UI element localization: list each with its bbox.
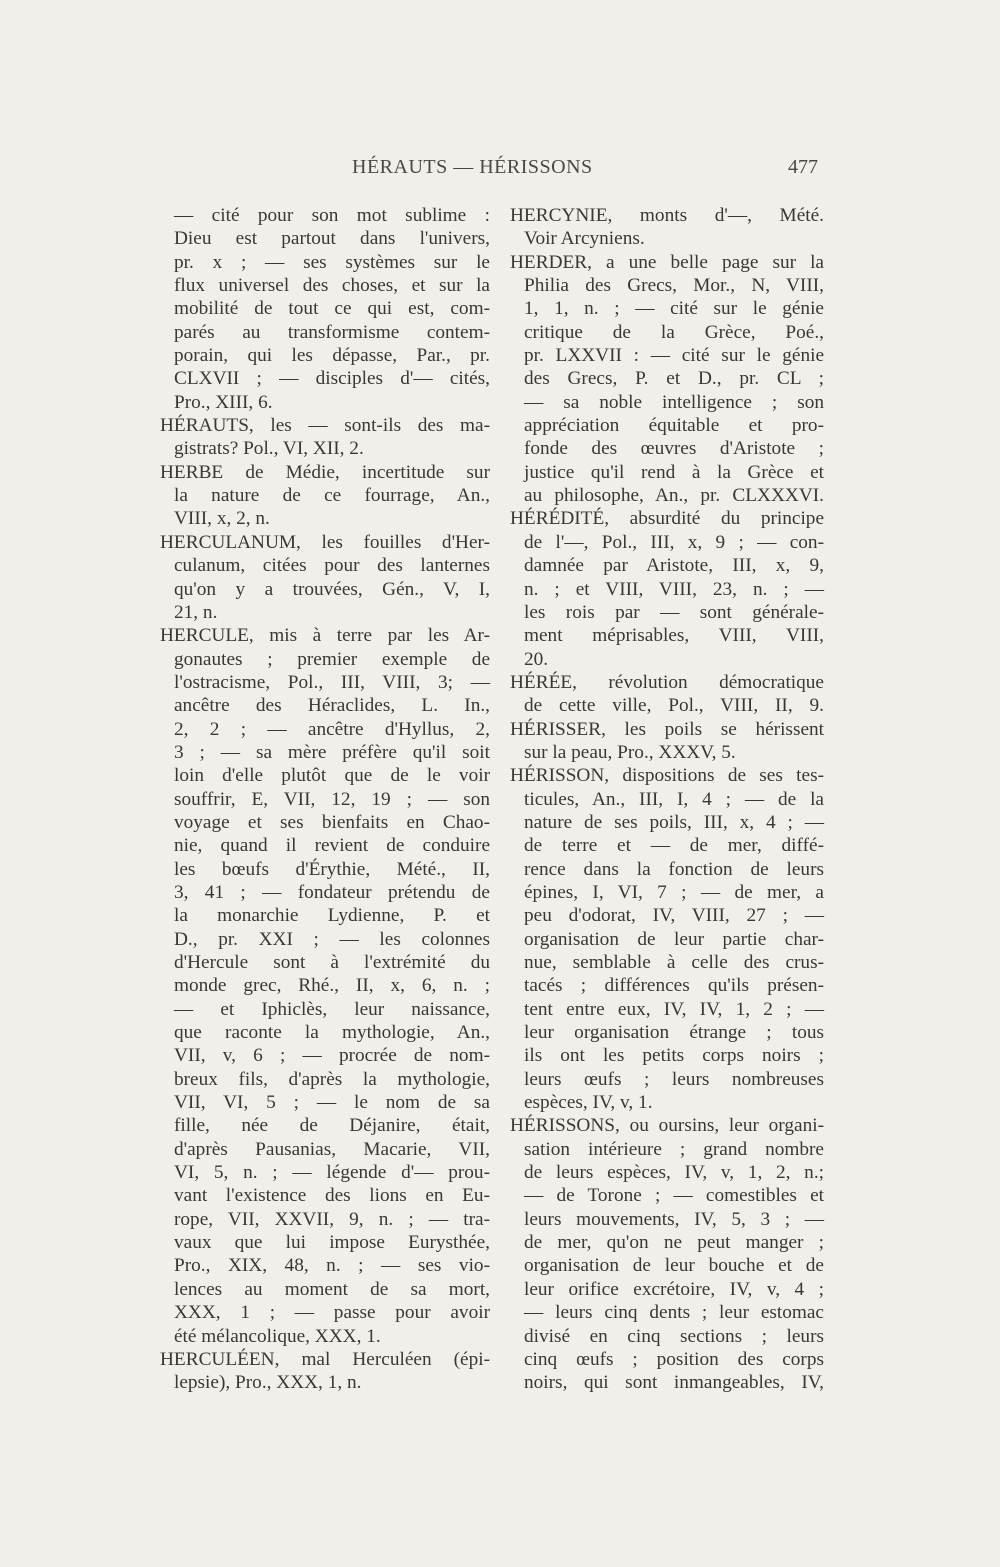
text-line: VI, 5, n. ; — légende d'— prou- [174,1162,490,1184]
text-line: que raconte la mythologie, An., [174,1022,490,1044]
text-line: les bœufs d'Érythie, Mété., II, [174,858,490,880]
text-line: nature de ses poils, III, x, 4 ; — [524,811,824,833]
text-line: la monarchie Lydienne, P. et [174,905,490,927]
text-line: épines, I, VI, 7 ; — de mer, a [524,881,824,903]
text-line: divisé en cinq sections ; leurs [524,1325,824,1347]
text-line: des Grecs, P. et D., pr. CL ; [524,368,824,390]
page-header [0,156,1000,186]
text-line: HERCYNIE, monts d'—, Mété. [510,205,824,226]
text-line: HERCULANUM, les fouilles d'Her- [160,531,490,553]
text-line: rope, VII, XXVII, 9, n. ; — tra- [174,1208,490,1230]
text-line: flux universel des choses, et sur la [174,275,490,297]
text-line: sur la peau, Pro., XXXV, 5. [524,741,736,763]
text-line: XXX, 1 ; — passe pour avoir [174,1302,490,1324]
text-line: 20. [524,648,549,670]
text-line: culanum, citées pour des lanternes [174,555,490,577]
text-line: pr. LXXVII : — cité sur le génie [524,345,824,367]
text-line: Dieu est partout dans l'univers, [174,228,490,250]
text-line: HÉRAUTS, les — sont-ils des ma- [160,415,490,437]
text-line: fonde des œuvres d'Aristote ; [524,438,824,460]
text-line: de l'—, Pol., III, x, 9 ; — con- [524,531,824,553]
text-line: — cité pour son mot sublime : [174,205,490,226]
text-line: — de Torone ; — comestibles et [524,1185,824,1207]
text-line: les rois par — sont générale- [524,601,824,623]
text-line: HÉRÉDITÉ, absurdité du principe [510,508,824,530]
text-line: ils ont les petits corps noirs ; [524,1045,824,1067]
text-line: organisation de leur bouche et de [524,1255,824,1277]
page-number: 477 [788,156,818,178]
right-column [510,204,824,1395]
text-line: peu d'odorat, IV, VIII, 27 ; — [524,905,824,927]
left-column [160,204,490,1395]
text-line: cinq œufs ; position des corps [524,1348,824,1370]
text-line: la nature de ce fourrage, An., [174,485,490,507]
text-line: damnée par Aristote, III, x, 9, [524,555,824,577]
text-line: rence dans la fonction de leurs [524,858,824,880]
text-line: ancêtre des Héraclides, L. In., [174,695,490,717]
text-line: HÉRISSER, les poils se hérissent [510,718,824,740]
text-line: d'Hercule sont à l'extrémité du [174,952,490,973]
text-line: nie, quand il revient de conduire [174,835,490,857]
text-line: souffrir, E, VII, 12, 19 ; — son [174,788,490,810]
text-line: Pro., XIII, 6. [174,391,273,413]
text-line: Philia des Grecs, Mor., N, VIII, [524,275,824,297]
text-line: — sa noble intelligence ; son [524,391,824,413]
text-line: leurs œufs ; leurs nombreuses [524,1068,824,1090]
text-line: 3, 41 ; — fondateur prétendu de [174,881,490,903]
text-line: de leurs espèces, IV, v, 1, 2, n.; [524,1162,824,1184]
text-line: VII, v, 6 ; — procrée de nom- [174,1045,490,1067]
text-line: ticules, An., III, I, 4 ; — de la [524,788,824,810]
text-line: appréciation équitable et pro- [524,415,824,437]
text-line: breux fils, d'après la mythologie, [174,1068,490,1090]
text-line: de mer, qu'on ne peut manger ; [524,1232,824,1254]
text-line: 2, 2 ; — ancêtre d'Hyllus, 2, [174,718,490,740]
text-line: tent entre eux, IV, IV, 1, 2 ; — [524,998,824,1020]
text-line: lepsie), Pro., XXX, 1, n. [174,1372,362,1394]
text-line: qu'on y a trouvées, Gén., V, I, [174,578,490,600]
text-line: sation intérieure ; grand nombre [524,1138,824,1160]
text-line: HERCULÉEN, mal Herculéen (épi- [160,1348,490,1370]
text-line: leur organisation étrange ; tous [524,1022,824,1044]
text-line: pr. x ; — ses systèmes sur le [174,251,490,273]
text-line: nue, semblable à celle des crus- [524,952,824,973]
text-line: CLXVII ; — disciples d'— cités, [174,368,490,390]
text-line: organisation de leur partie char- [524,928,824,950]
text-line: — leurs cinq dents ; leur estomac [524,1302,824,1324]
text-line: n. ; et VIII, VIII, 23, n. ; — [524,578,824,600]
text-line: loin d'elle plutôt que de le voir [174,765,490,787]
text-line: — et Iphiclès, leur naissance, [174,998,490,1020]
text-line: lences au moment de sa mort, [174,1278,490,1300]
text-line: leurs mouvements, IV, 5, 3 ; — [524,1208,824,1230]
running-title: HÉRAUTS — HÉRISSONS [352,156,593,178]
text-line: vant l'existence des lions en Eu- [174,1185,490,1207]
text-line: HÉRISSON, dispositions de ses tes- [510,765,824,787]
text-line: Pro., XIX, 48, n. ; — ses vio- [174,1255,490,1277]
text-line: vaux que lui impose Eurysthée, [174,1232,490,1254]
text-line: monde grec, Rhé., II, x, 6, n. ; [174,975,490,997]
text-line: HERDER, a une belle page sur la [510,251,824,273]
text-line: HÉRISSONS, ou oursins, leur organi- [510,1115,824,1137]
text-line: voyage et ses bienfaits en Chao- [174,811,490,833]
text-line: parés au transformisme contem- [174,321,490,343]
text-line: HERBE de Médie, incertitude sur [160,461,490,483]
text-line: été mélancolique, XXX, 1. [174,1325,381,1347]
text-line: ment méprisables, VIII, VIII, [524,625,824,647]
text-line: 3 ; — sa mère préfère qu'il soit [174,741,490,763]
text-line: Voir Arcyniens. [524,228,645,250]
text-line: espèces, IV, v, 1. [524,1092,653,1114]
text-line: VIII, x, 2, n. [174,508,270,530]
text-line: d'après Pausanias, Macarie, VII, [174,1138,490,1160]
text-line: de terre et — de mer, diffé- [524,835,824,857]
text-line: HERCULE, mis à terre par les Ar- [160,625,490,647]
text-line: 21, n. [174,601,218,623]
text-line: porain, qui les dépasse, Par., pr. [174,345,490,367]
text-line: l'ostracisme, Pol., III, VIII, 3; — [174,671,490,693]
text-line: noirs, qui sont inmangeables, IV, [524,1372,824,1394]
text-line: mobilité de tout ce qui est, com- [174,298,490,320]
text-line: tacés ; différences qu'ils présen- [524,975,824,997]
text-line: VII, VI, 5 ; — le nom de sa [174,1092,490,1114]
text-line: gistrats? Pol., VI, XII, 2. [174,438,364,460]
text-line: justice qu'il rend à la Grèce et [524,461,824,483]
text-line: de cette ville, Pol., VIII, II, 9. [524,695,824,717]
text-line: fille, née de Déjanire, était, [174,1115,490,1137]
text-line: gonautes ; premier exemple de [174,648,490,670]
text-line: au philosophe, An., pr. CLXXXVI. [524,485,824,507]
text-line: HÉRÉE, révolution démocratique [510,671,824,693]
text-line: critique de la Grèce, Poé., [524,321,824,343]
text-line: D., pr. XXI ; — les colonnes [174,928,490,950]
text-line: 1, 1, n. ; — cité sur le génie [524,298,824,320]
text-line: leur orifice excrétoire, IV, v, 4 ; [524,1278,824,1300]
